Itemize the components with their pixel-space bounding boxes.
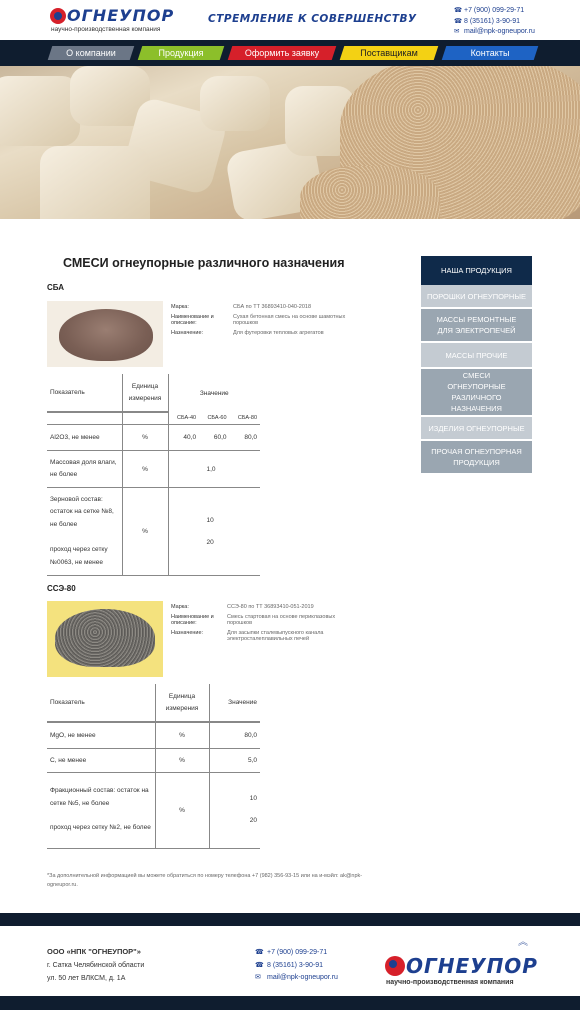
spec-key: Наименование и описание: [171,614,214,626]
spec-key: Марка: [171,304,189,310]
row-indicator: проход через сетку №2, не более [50,824,151,832]
row-indicator: проход через сетку №0063, не менее [50,546,108,566]
table-header-value: Значение [168,374,260,412]
sidebar-item-other-products[interactable]: ПРОЧАЯ ОГНЕУПОРНАЯ ПРОДУКЦИЯ [421,441,532,475]
sidebar-header: НАША ПРОДУКЦИЯ [421,256,532,285]
logo-mark-icon [385,956,405,976]
product-2-table [47,684,260,849]
row-value: 20 [206,538,214,546]
spec-value: СБА по ТТ 36893410-040-2018 [233,304,312,310]
mail-icon: ✉ [454,28,460,35]
spec-value: Для футеровки тепловых агрегатов [233,330,324,336]
table-row [47,748,260,772]
row-indicator: Фракционный состав: остаток на сетке №5, не более [50,787,149,807]
table-row [47,425,260,451]
nav-about-label: О компании [66,48,116,58]
footer-top-band [0,913,580,926]
row-value: 10 [206,516,214,524]
table-row [47,772,260,848]
row-value: 80,0 [209,722,260,748]
sidebar-item-repair-masses[interactable]: МАССЫ РЕМОНТНЫЕ ДЛЯ ЭЛЕКТРОПЕЧЕЙ [421,309,532,343]
spec-value: Для засыпки сталевыпускного канала электросталеплавильных печей [227,630,324,642]
nav-order[interactable] [228,46,337,60]
footer-email[interactable]: mail@npk-ogneupor.ru [267,974,338,981]
spec-key: Наименование и описание: [171,314,214,326]
phone-icon: ☎ [454,7,463,14]
row-indicator: Массовая доля влаги, не более [47,451,122,488]
table-row [47,488,260,576]
mail-icon: ✉ [255,974,261,981]
spec-key: Назначение: [171,630,204,636]
table-header-indicator: Показатель [47,684,155,722]
phone-icon: ☎ [454,17,463,25]
table-subheader: СБА-80 [230,412,260,425]
table-header-indicator: Показатель [47,374,122,412]
spec-value: Смесь стартовая на основе периклазовых порошков [227,614,336,626]
footer-logo[interactable] [385,954,538,986]
spec-key: Марка: [171,604,189,610]
footer-city: г. Сатка Челябинской области [47,962,145,969]
nav-suppliers-label: Поставщикам [360,48,418,58]
footer-logo-text: ОГНЕУПОР [406,954,538,978]
footer-bottom-band [0,996,580,1010]
nav-order-label: Оформить заявку [244,48,320,58]
table-subheader: СБА-40 [168,412,199,425]
row-value: 10 [249,795,257,802]
nav-suppliers[interactable] [340,46,439,60]
hero-image [0,66,580,219]
row-unit: % [122,488,168,576]
logo-text: ОГНЕУПОР [67,6,175,25]
row-indicator: Зерновой состав: остаток на сетке №8, не более [50,495,114,528]
nav-contacts[interactable] [442,46,539,60]
product-2-image [47,601,163,677]
row-value: 20 [249,817,257,824]
table-subheader: СБА-60 [199,412,229,425]
product-1-specs [171,304,358,340]
row-unit: % [155,772,209,848]
product-1-table [47,374,260,576]
nav-products[interactable] [138,46,225,60]
row-value: 80,0 [230,425,260,451]
logo-mark-icon [50,8,66,24]
table-row [47,451,260,488]
spec-key: Назначение: [171,330,204,336]
header-email[interactable]: mail@npk-ogneupor.ru [464,28,535,35]
footer-company: ООО «НПК "ОГНЕУПОР"» [47,947,141,956]
table-header-value: Значение [209,684,260,722]
row-unit: % [155,722,209,748]
row-value: 1,0 [168,451,260,488]
footer-company-info [47,945,144,985]
header-phone-1[interactable]: +7 (900) 099-29-71 [464,7,525,14]
footer-logo-subtitle: научно-производственная компания [386,979,514,986]
nav-contacts-label: Контакты [470,48,510,58]
slogan: СТРЕМЛЕНИЕ К СОВЕРШЕНСТВУ [208,13,417,25]
phone-icon: ☎ [255,949,264,956]
footnote: *За дополнительной информацией вы можете обратиться по номеру телефона +7 (982) 356-93-15 или на и-мэйл: ak@npk-ogneupor.ru. [47,873,363,888]
footer-contacts [255,947,338,985]
sidebar-item-other-masses[interactable]: МАССЫ ПРОЧИЕ [421,343,532,369]
sidebar-item-powders[interactable]: ПОРОШКИ ОГНЕУПОРНЫЕ [421,285,532,309]
logo-subtitle: научно-производственная компания [51,26,161,33]
row-value: 40,0 [168,425,199,451]
row-indicator: C, не менее [47,748,155,772]
scroll-top-icon[interactable]: ︽ [518,937,528,948]
header-phone-2[interactable]: 8 (35161) 3-90-91 [464,17,521,25]
row-value: 5,0 [209,748,260,772]
site-header [0,0,580,40]
sidebar-item-products[interactable]: ИЗДЕЛИЯ ОГНЕУПОРНЫЕ [421,417,532,441]
product-2-name: ССЭ-80 [47,584,76,593]
row-unit: % [122,425,168,451]
table-header-unit: Единица измерения [155,684,209,722]
nav-about[interactable] [48,46,135,60]
spec-value: Сухая бетонная смесь на основе шамотных порошков [233,314,346,326]
header-contacts [454,6,535,38]
product-1-name: СБА [47,283,64,292]
page-title: СМЕСИ огнеупорные различного назначения [63,256,345,270]
footer-address: ул. 50 лет ВЛКСМ, д. 1А [47,975,126,982]
row-indicator: Al2O3, не менее [47,425,122,451]
row-indicator: MgO, не менее [47,722,155,748]
product-2-specs [171,604,352,646]
footer-phone-1[interactable]: +7 (900) 099-29-71 [267,949,328,956]
row-unit: % [122,451,168,488]
table-row [47,722,260,748]
row-value: 60,0 [199,425,229,451]
row-unit: % [155,748,209,772]
site-logo[interactable] [50,6,175,33]
product-1-image [47,301,163,367]
table-header-unit: Единица измерения [122,374,168,412]
product-sidebar [421,256,532,475]
spec-value: ССЭ-80 по ТТ 36893410-051-2019 [227,604,314,610]
footer-phone-2[interactable]: 8 (35161) 3-90-91 [267,961,324,969]
sidebar-item-mixtures[interactable]: СМЕСИ ОГНЕУПОРНЫЕ РАЗЛИЧНОГО НАЗНАЧЕНИЯ [421,369,532,417]
main-nav [0,40,580,66]
phone-icon: ☎ [255,961,264,969]
nav-products-label: Продукция [158,48,204,58]
